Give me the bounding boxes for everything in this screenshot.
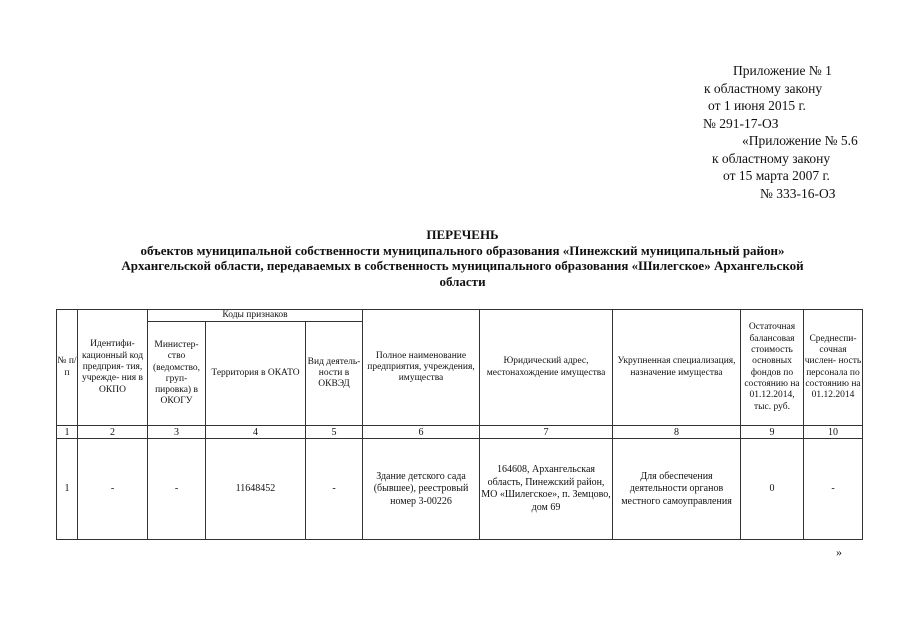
- appendix-block: [650, 62, 858, 202]
- column-number: 7: [480, 426, 613, 439]
- appendix-line: от 1 июня 2015 г.: [708, 98, 806, 113]
- title-heading: ПЕРЕЧЕНЬ: [426, 227, 499, 242]
- appendix-line: к областному закону: [704, 80, 823, 96]
- header-okpo: Идентифи- кационный код предприя- тия, учрежде- ния в ОКПО: [78, 310, 148, 426]
- document-title: [60, 227, 865, 289]
- cell-address: 164608, Архангельская область, Пинежский район, МО «Шилегское», п. Земцово, дом 69: [480, 439, 613, 540]
- objects-table: [56, 309, 863, 540]
- column-number-row: [57, 426, 863, 439]
- cell-num: 1: [57, 439, 78, 540]
- appendix-line: Приложение № 1: [733, 63, 832, 78]
- column-number: 10: [804, 426, 863, 439]
- appendix-line: от 15 марта 2007 г.: [723, 168, 830, 183]
- header-okved: Вид деятель- ности в ОКВЭД: [306, 322, 363, 426]
- header-codes-group: Коды признаков: [148, 310, 363, 322]
- cell-okogu: -: [148, 439, 206, 540]
- title-line: области: [439, 273, 486, 289]
- header-specialization: Укрупненная специализация, назначение имущества: [613, 310, 741, 426]
- column-number: 8: [613, 426, 741, 439]
- appendix-line: № 333-16-ОЗ: [760, 185, 836, 201]
- header-okogu: Министер- ство (ведомство, груп- пировка) в ОКОГУ: [148, 322, 206, 426]
- cell-okved: -: [306, 439, 363, 540]
- title-line: Архангельской области, передаваемых в собственность муниципального образования «Шилегское» Архангельской: [121, 258, 804, 273]
- cell-staff: -: [804, 439, 863, 540]
- column-number: 4: [206, 426, 306, 439]
- column-number: 9: [741, 426, 804, 439]
- column-number: 6: [363, 426, 480, 439]
- cell-okpo: -: [78, 439, 148, 540]
- header-address: Юридический адрес, местонахождение имущества: [480, 310, 613, 426]
- cell-residual-value: 0: [741, 439, 804, 540]
- cell-specialization: Для обеспечения деятельности органов местного самоуправления: [613, 439, 741, 540]
- header-name: Полное наименование предприятия, учреждения, имущества: [363, 310, 480, 426]
- appendix-line: к областному закону: [712, 150, 831, 166]
- cell-okato: 11648452: [206, 439, 306, 540]
- header-okato: Территория в ОКАТО: [206, 322, 306, 426]
- header-num: № п/п: [57, 310, 78, 426]
- column-number: 5: [306, 426, 363, 439]
- column-number: 2: [78, 426, 148, 439]
- header-residual-value: Остаточная балансовая стоимость основных фондов по состоянию на 01.12.2014, тыс. руб.: [741, 310, 804, 426]
- header-staff: Среднеспи- сочная числен- ность персонала по состоянию на 01.12.2014: [804, 310, 863, 426]
- title-line: объектов муниципальной собственности муниципального образования «Пинежский муниципальный район»: [140, 242, 785, 258]
- closing-quote: »: [836, 545, 842, 559]
- appendix-line: «Приложение № 5.6: [742, 133, 858, 148]
- appendix-line: № 291-17-ОЗ: [703, 115, 779, 131]
- cell-name: Здание детского сада (бывшее), реестровый номер 3-00226: [363, 439, 480, 540]
- column-number: 1: [57, 426, 78, 439]
- table-row: [57, 439, 863, 540]
- column-number: 3: [148, 426, 206, 439]
